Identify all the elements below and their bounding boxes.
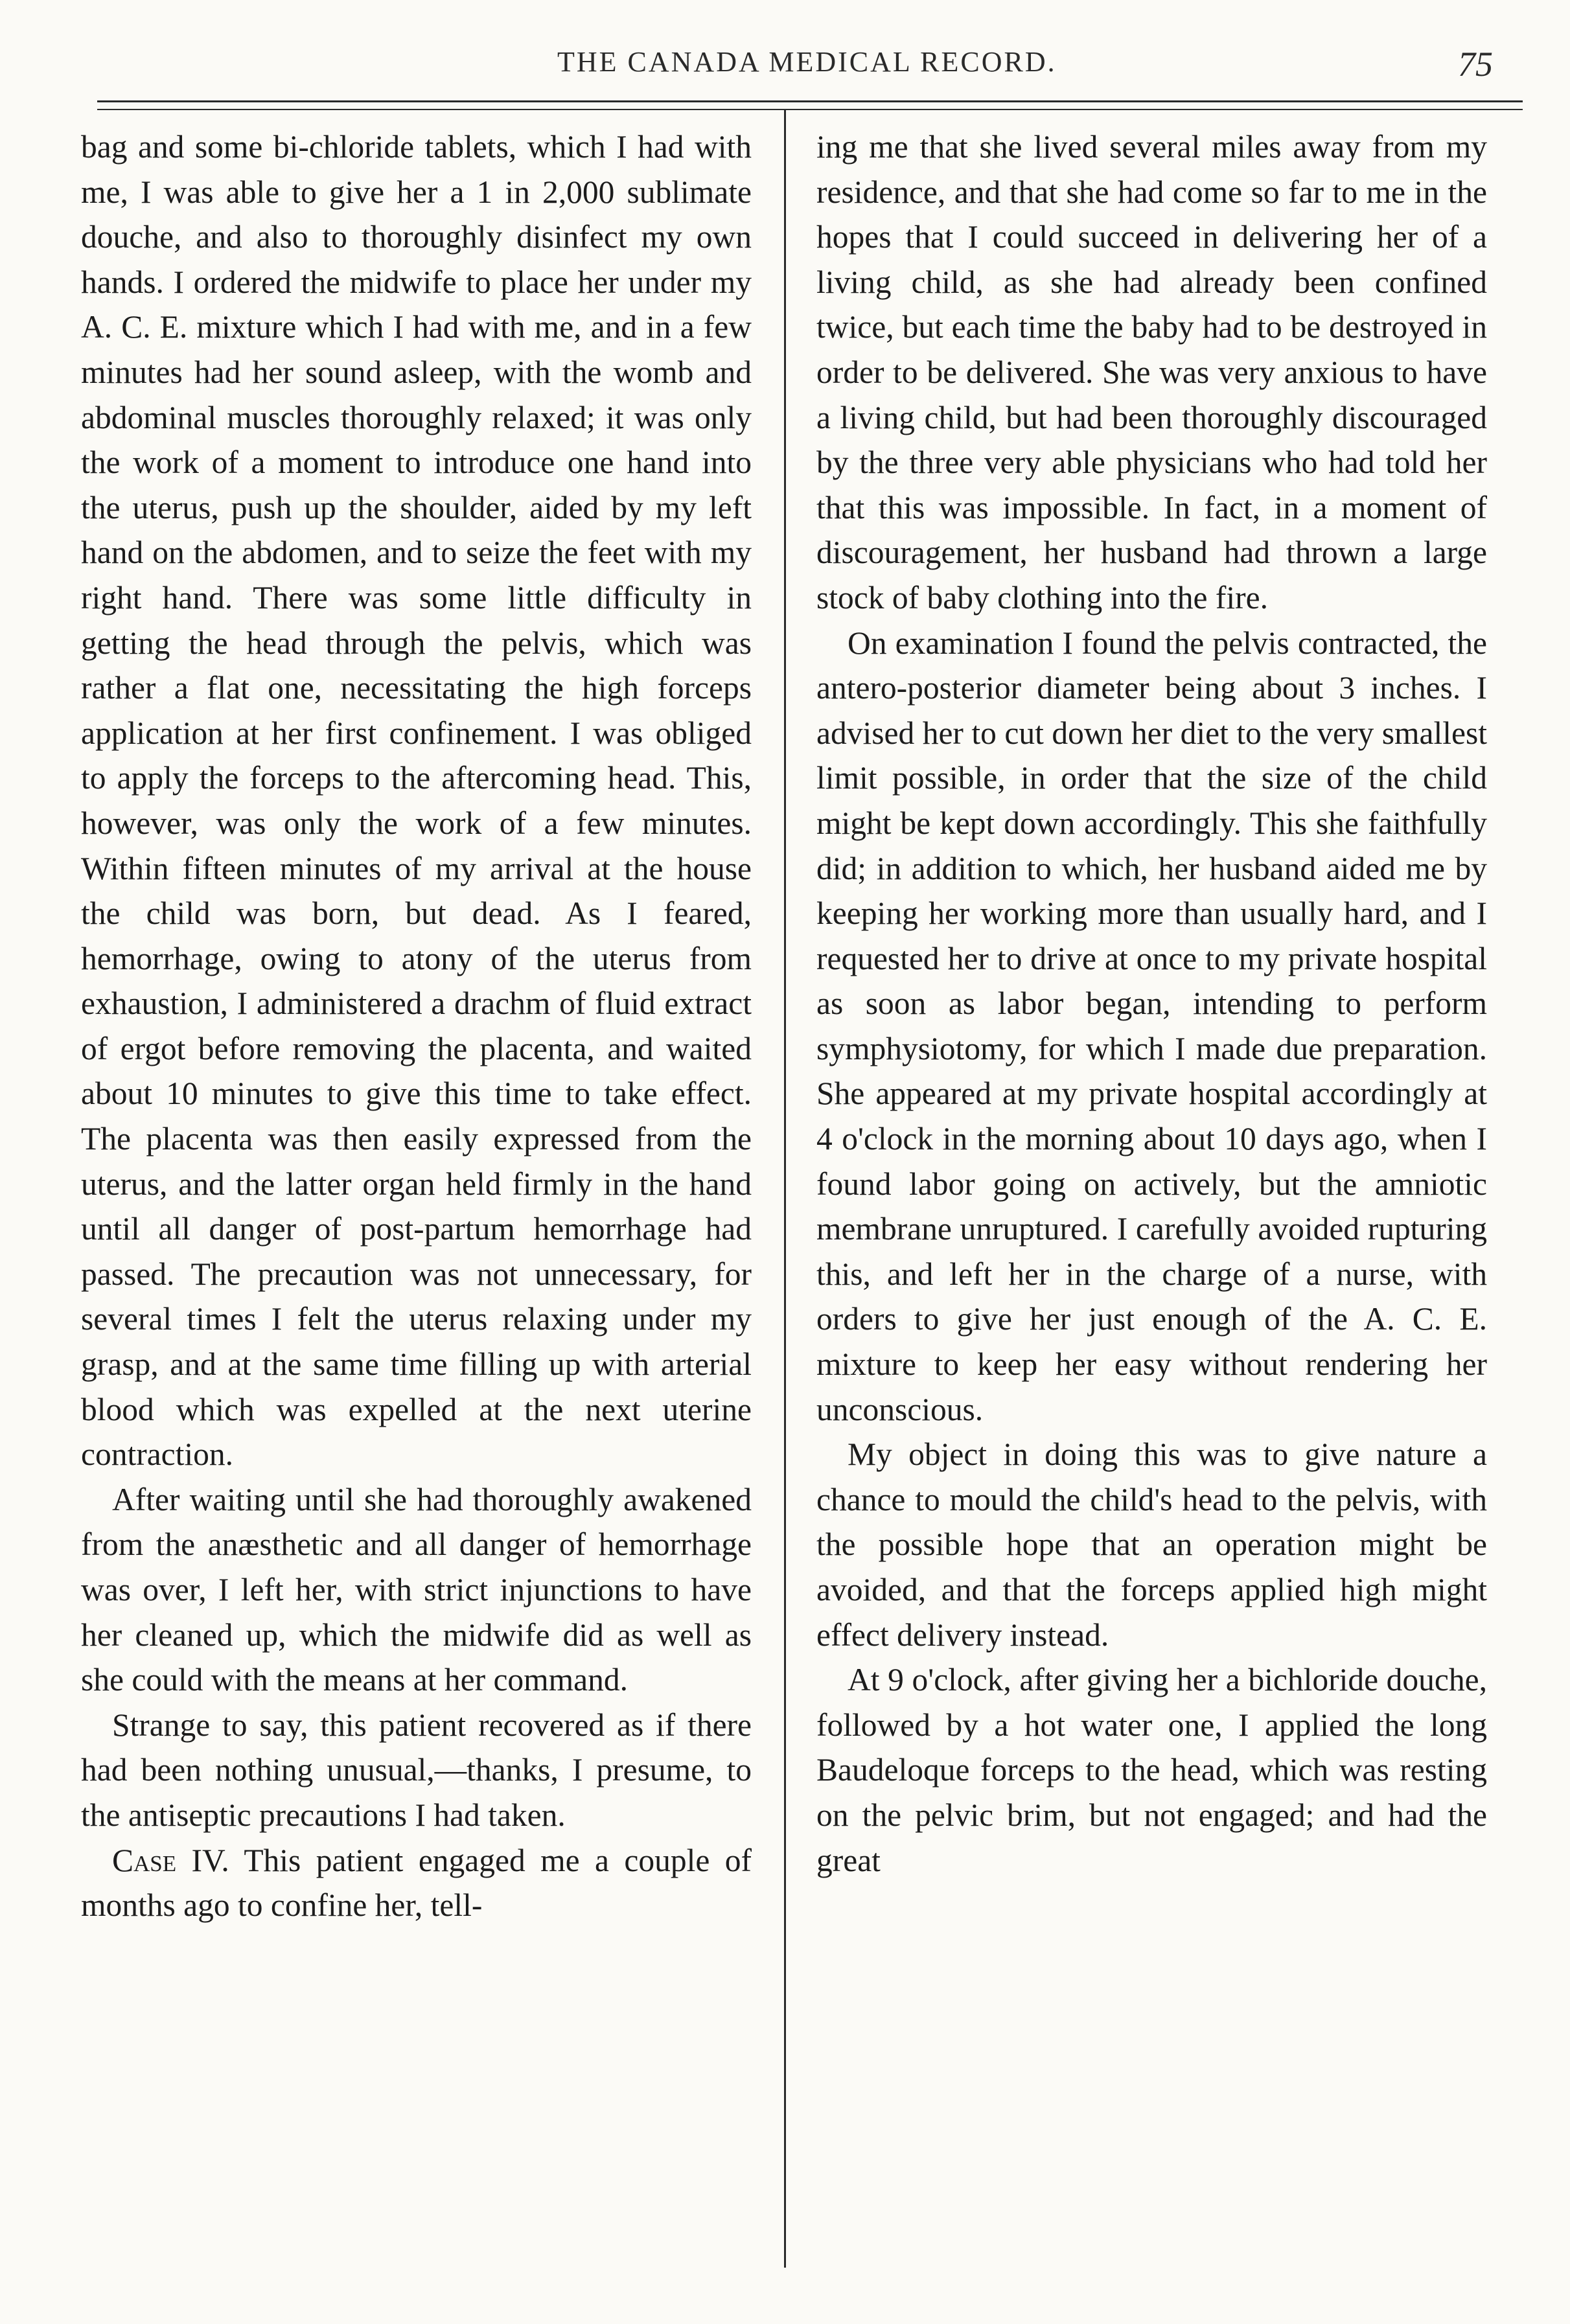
case-label: Case IV. — [112, 1842, 229, 1878]
header-rule-bottom — [97, 109, 1523, 110]
column-divider — [784, 110, 786, 2268]
right-column — [816, 124, 1487, 1883]
header-rule-top — [97, 100, 1523, 102]
page-number: 75 — [1458, 45, 1493, 84]
case-text: This patient engaged me a couple of months ago to confine her, tell- — [81, 1842, 752, 1924]
paragraph: bag and some bi-chloride tablets, which I had with me, I was able to give her a 1 in 2,000 sublimate douche, and also to thoroughly disinfect my own hands. I ordered the midwife to place her under my A. C. E. mixture which I had with me, and in a few minutes had her sound asleep, with the womb and abdominal muscles thoroughly relaxed; it was only the work of a moment to introduce one hand into the uterus, push up the shoulder, aided by my left hand on the abdomen, and to seize the feet with my right hand. There was some little difficulty in getting the head through the pelvis, which was rather a flat one, necessitating the high forceps application at her first confinement. I was obliged to apply the forceps to the aftercoming head. This, however, was only the work of a few minutes. Within fifteen minutes of my arrival at the house the child was born, but dead. As I feared, hemorrhage, owing to atony of the uterus from exhaustion, I administered a drachm of fluid extract of ergot before removing the placenta, and waited about 10 minutes to give this time to take effect. The placenta was then easily expressed from the uterus, and the latter organ held firmly in the hand until all danger of post-partum hemorrhage had passed. The precaution was not unnecessary, for several times I felt the uterus relaxing under my grasp, and at the same time filling up with arterial blood which was expelled at the next uterine contraction. — [81, 129, 752, 1473]
paragraph: Strange to say, this patient recovered as if there had been nothing unusual,—thanks, I presume, to the antiseptic precautions I had taken. — [81, 1707, 752, 1833]
case-paragraph — [81, 1838, 752, 1928]
running-head — [0, 39, 1570, 91]
paragraph: On examination I found the pelvis contracted, the antero-posterior diameter being about 3 inches. I advised her to cut down her diet to the very smallest limit possible, in order that the size of the child might be kept down accordingly. This she faithfully did; in addition to which, her husband aided me by keeping her working more than usually hard, and I requested her to drive at once to my private hospital as soon as labor began, intending to perform symphysiotomy, for which I made due preparation. She appeared at my private hospital accordingly at 4 o'clock in the morning about 10 days ago, when I found labor going on actively, but the amniotic membrane unruptured. I carefully avoided rupturing this, and left her in the charge of a nurse, with orders to give her just enough of the A. C. E. mixture to keep her easy without rendering her unconscious. — [816, 625, 1487, 1427]
left-column — [81, 124, 752, 1928]
paragraph: My object in doing this was to give nature a chance to mould the child's head to the pelvis, with the possible hope that an operation might be avoided, and that the forceps applied high might effect delivery instead. — [816, 1436, 1487, 1653]
journal-title: THE CANADA MEDICAL RECORD. — [557, 46, 1057, 78]
paragraph: At 9 o'clock, after giving her a bichloride douche, followed by a hot water one, I applied the long Baudeloque forceps to the head, which was resting on the pelvic brim, but not engaged; and had the great — [816, 1662, 1487, 1878]
paragraph: After waiting until she had thoroughly awakened from the anæsthetic and all danger of hemorrhage was over, I left her, with strict injunctions to have her cleaned up, which the midwife did as well as she could with the means at her command. — [81, 1481, 752, 1698]
paragraph: ing me that she lived several miles away from my residence, and that she had come so far to me in the hopes that I could succeed in delivering her of a living child, as she had already been confined twice, but each time the baby had to be destroyed in order to be delivered. She was very anxious to have a living child, but had been thoroughly discouraged by the three very able physicians who had told her that this was impossible. In fact, in a moment of discouragement, her husband had thrown a large stock of baby clothing into the fire. — [816, 129, 1487, 616]
